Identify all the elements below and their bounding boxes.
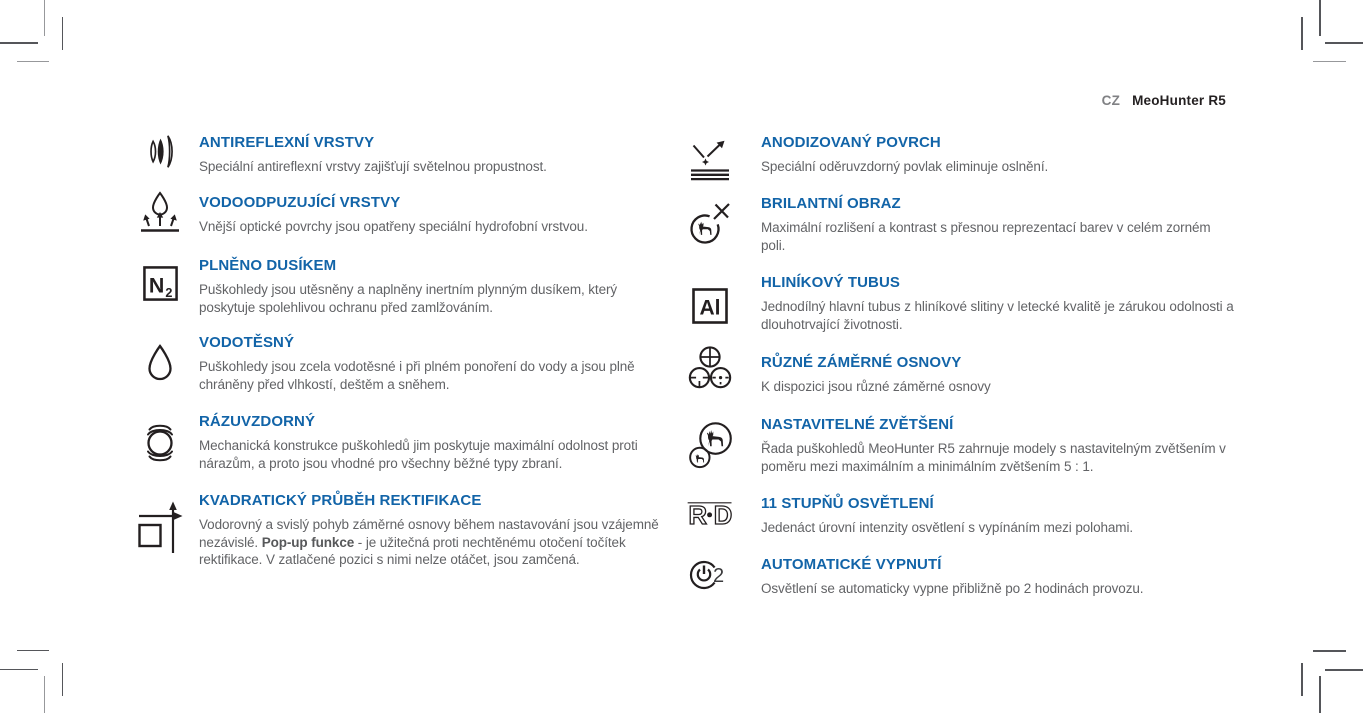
feature-auto-off xyxy=(686,556,1246,598)
feature-antireflex-coatings xyxy=(136,134,681,176)
svg-text:R: R xyxy=(688,501,708,530)
feature-body: Jedenáct úrovní intenzity osvětlení s vypínáním mezi polohami. xyxy=(761,520,1133,535)
crop-mark xyxy=(1301,663,1303,696)
feature-illumination-levels xyxy=(686,495,1246,537)
language-code: CZ xyxy=(1101,93,1121,108)
feature-body: Puškohledy jsou zcela vodotěsné i při plném ponoření do vody a jsou plně chráněny před vlhkostí, deštěm a sněhem. xyxy=(199,359,635,392)
crop-mark xyxy=(17,650,49,652)
nitrogen-filled-icon xyxy=(136,265,184,302)
zoom-range-icon xyxy=(686,419,734,471)
rectification-icon xyxy=(136,501,184,555)
feature-body: Řada puškohledů MeoHunter R5 zahrnuje modely s nastavitelným zvětšením v poměru mezi maximálním a minimálním zvětšením 5 : 1. xyxy=(761,441,1226,474)
feature-body: Speciální oděruvzdorný povlak eliminuje oslnění. xyxy=(761,159,1049,174)
waterproof-icon xyxy=(136,344,184,388)
svg-text:N: N xyxy=(148,273,164,298)
feature-body: Mechanická konstrukce puškohledů jim poskytuje maximální odolnost proti nárazům, a proto jsou vhodné pro všechny běžné typy zbraní. xyxy=(199,438,638,471)
feature-body: Jednodílný hlavní tubus z hliníkové slitiny v letecké kvalitě je zárukou odolnosti a dlouhotrvající životnosti. xyxy=(761,299,1234,332)
feature-title: 11 STUPŇŮ OSVĚTLENÍ xyxy=(761,495,934,512)
feature-body: Vnější optické povrchy jsou opatřeny speciální hydrofobní vrstvou. xyxy=(199,219,588,234)
feature-title: NASTAVITELNÉ ZVĚTŠENÍ xyxy=(761,416,954,433)
crop-mark xyxy=(44,0,46,36)
crop-mark xyxy=(1301,17,1303,50)
feature-body: K dispozici jsou různé záměrné osnovy xyxy=(761,379,991,394)
feature-square-rectification xyxy=(136,492,681,569)
crop-mark xyxy=(0,669,38,671)
feature-title: HLINÍKOVÝ TUBUS xyxy=(761,274,901,291)
feature-body: Maximální rozlišení a kontrast s přesnou reprezentací barev v celém zorném poli. xyxy=(761,220,1211,253)
feature-title: ANTIREFLEXNÍ VRSTVY xyxy=(199,134,375,151)
svg-text:2: 2 xyxy=(713,565,725,587)
feature-body: Speciální antireflexní vrstvy zajišťují světelnou propustnost. xyxy=(199,159,547,174)
feature-title: VODOTĚSNÝ xyxy=(199,334,295,351)
crop-mark xyxy=(1325,669,1363,671)
crop-mark xyxy=(62,17,64,50)
crop-mark xyxy=(17,61,49,63)
feature-title: KVADRATICKÝ PRŮBĚH REKTIFIKACE xyxy=(199,492,482,509)
feature-nitrogen-filled xyxy=(136,257,681,316)
feature-shockproof xyxy=(136,413,681,472)
crop-mark xyxy=(0,42,38,44)
brilliant-image-icon xyxy=(686,203,734,247)
feature-anodized-surface xyxy=(686,134,1246,176)
crop-mark xyxy=(62,663,64,696)
feature-body-text: Vodorovný a svislý pohyb záměrné osnovy během nastavování jsou vzájemně nezávislé. xyxy=(199,517,659,550)
crop-mark xyxy=(44,676,46,713)
popup-function-label: Pop-up funkce xyxy=(261,534,355,550)
feature-various-reticles xyxy=(686,354,1246,396)
red-dot-icon xyxy=(686,497,734,531)
crop-mark xyxy=(1325,42,1363,44)
feature-title: AUTOMATICKÉ VYPNUTÍ xyxy=(761,556,942,573)
feature-title: BRILANTNÍ OBRAZ xyxy=(761,195,901,212)
anodized-surface-icon xyxy=(686,140,734,182)
crop-mark xyxy=(1319,676,1321,713)
feature-title: PLNĚNO DUSÍKEM xyxy=(199,257,337,274)
feature-title: ANODIZOVANÝ POVRCH xyxy=(761,134,941,151)
crop-mark xyxy=(1319,0,1321,36)
feature-brilliant-image xyxy=(686,195,1246,254)
reticles-icon xyxy=(686,344,734,394)
feature-waterproof xyxy=(136,334,681,393)
feature-title: RŮZNÉ ZÁMĚRNÉ OSNOVY xyxy=(761,354,962,371)
svg-text:2: 2 xyxy=(164,286,172,301)
feature-body: Puškohledy jsou utěsněny a naplněny inertním plynným dusíkem, který poskytuje spolehlivou ochranu před zamlžováním. xyxy=(199,282,618,315)
feature-title: RÁZUVZDORNÝ xyxy=(199,413,316,430)
page-header xyxy=(1102,93,1226,108)
shockproof-icon xyxy=(136,417,184,469)
feature-body-text: - je užitečná proti nechtěnému otočení točítek rektifikace. V zatlačené pozici s nimi nelze otáčet, jsou zamčená. xyxy=(199,534,626,567)
hydrophobic-coating-icon xyxy=(136,191,184,233)
product-name: MeoHunter R5 xyxy=(1132,93,1226,108)
crop-mark xyxy=(1313,61,1346,63)
svg-text:D: D xyxy=(713,501,733,530)
feature-adjustable-zoom xyxy=(686,416,1246,475)
svg-text:Al: Al xyxy=(699,296,721,320)
feature-body: Osvětlení se automaticky vypne přibližně po 2 hodinách provozu. xyxy=(761,581,1144,596)
lens-coatings-icon xyxy=(136,133,184,171)
aluminium-tube-icon xyxy=(686,287,734,325)
feature-body xyxy=(199,516,667,569)
feature-aluminium-tube xyxy=(686,274,1246,333)
auto-off-icon xyxy=(686,553,734,597)
feature-title: VODOODPUZUJÍCÍ VRSTVY xyxy=(199,194,401,211)
feature-hydrophobic-coatings xyxy=(136,194,681,236)
crop-mark xyxy=(1313,650,1346,652)
